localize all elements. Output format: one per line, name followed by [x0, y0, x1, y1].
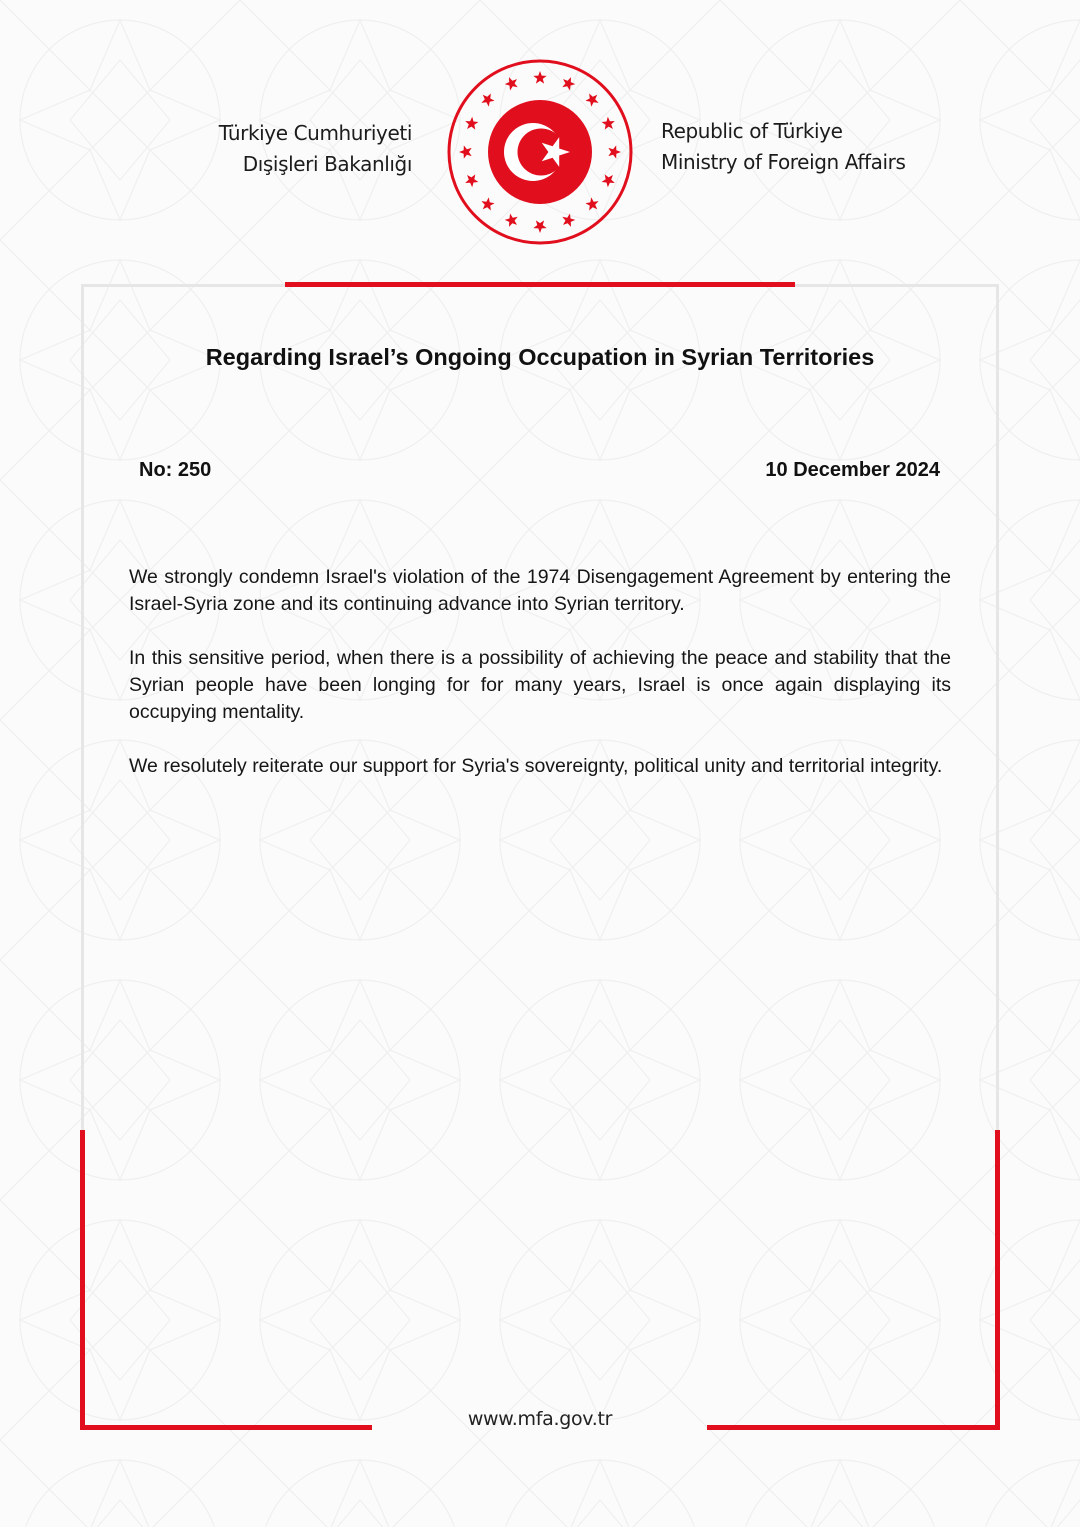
document-body: [129, 564, 951, 807]
ministry-seal-icon: [445, 57, 635, 247]
frame-right-accent: [995, 1130, 1000, 1430]
seal-star-icon: [465, 174, 478, 187]
seal-star-icon: [533, 220, 546, 233]
frame-left-accent: [80, 1130, 85, 1430]
body-paragraph: We strongly condemn Israel's violation of the 1974 Disengagement Agreement by entering the Israel-Syria zone and its continuing advance into Syrian territory.: [129, 566, 951, 615]
ministry-name-turkish: [200, 118, 412, 180]
seal-star-icon: [465, 117, 478, 130]
seal-star-icon: [459, 145, 472, 158]
seal-star-icon: [533, 71, 546, 84]
seal-star-icon: [505, 77, 518, 90]
seal-star-icon: [585, 93, 598, 106]
document-date: 10 December 2024: [765, 459, 940, 481]
seal-star-icon: [608, 145, 621, 158]
footer-website-link[interactable]: www.mfa.gov.tr: [467, 1408, 613, 1430]
document-title: Regarding Israel’s Ongoing Occupation in Syrian Territories: [205, 344, 875, 370]
seal-star-icon: [505, 214, 518, 227]
frame-bottom-left-accent: [80, 1425, 372, 1430]
header-left-line1: Türkiye Cumhuriyeti: [218, 121, 412, 145]
header-right-line1: Republic of Türkiye: [661, 119, 843, 143]
frame-right-border: [996, 284, 999, 1130]
seal-star-icon: [562, 214, 575, 227]
ministry-name-english: [661, 116, 921, 178]
frame-left-border: [81, 284, 84, 1130]
document-number: No: 250: [139, 459, 212, 481]
seal-star-icon: [602, 174, 615, 187]
seal-star-icon: [481, 197, 494, 210]
frame-bottom-right-accent: [707, 1425, 1000, 1430]
frame-top-accent: [285, 282, 795, 287]
seal-star-icon: [602, 117, 615, 130]
body-paragraph: We resolutely reiterate our support for Syria's sovereignty, political unity and territorial integrity.: [129, 755, 943, 777]
seal-star-icon: [562, 77, 575, 90]
body-paragraph: In this sensitive period, when there is a possibility of achieving the peace and stability that the Syrian people have been longing for for many years, Israel is once again displaying its occupying mentality.: [129, 647, 951, 723]
header-right-line2: Ministry of Foreign Affairs: [661, 150, 906, 174]
seal-star-icon: [585, 197, 598, 210]
header-left-line2: Dışişleri Bakanlığı: [242, 152, 412, 176]
seal-star-icon: [481, 93, 494, 106]
